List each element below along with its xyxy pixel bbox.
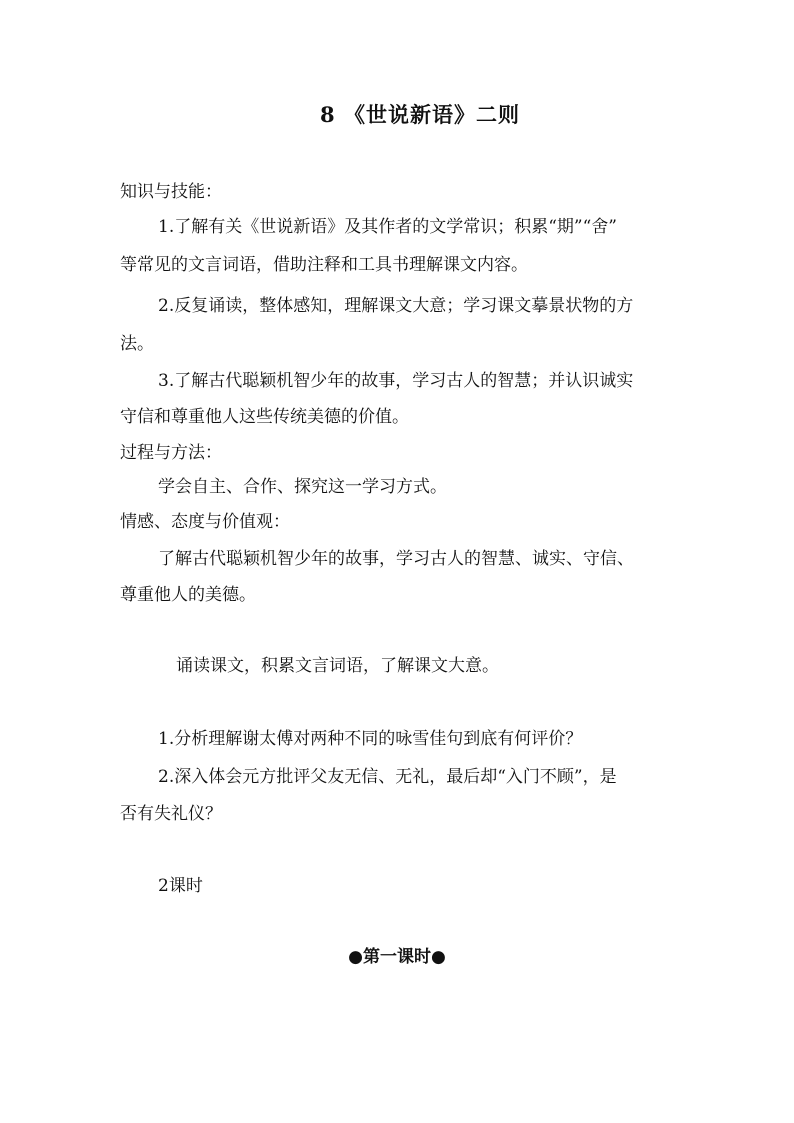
values-item-line-1: 了解古代聪颖机智少年的故事，学习古人的智慧、诚实、守信、 [158,549,634,569]
section-heading-values: 情感、态度与价值观： [120,512,290,532]
objective-1-line-2: 等常见的文言词语，借助注释和工具书理解课文内容。 [120,255,528,275]
objective-2-line-1: 2.反复诵读，整体感知，理解课文大意；学习课文摹景状物的方 [158,296,634,316]
objective-2-line-2: 法。 [120,334,154,354]
objective-3-line-2: 守信和尊重他人这些传统美德的价值。 [120,407,409,427]
section-heading-knowledge: 知识与技能： [120,182,222,202]
class-hours: 2课时 [158,876,203,896]
objective-3-line-1: 3.了解古代聪颖机智少年的故事，学习古人的智慧；并认识诚实 [158,371,634,391]
key-point: 诵读课文，积累文言词语，了解课文大意。 [176,656,499,676]
difficulty-2-line-2: 否有失礼仪？ [120,804,222,824]
section-heading-process: 过程与方法： [120,443,222,463]
difficulty-1: 1.分析理解谢太傅对两种不同的咏雪佳句到底有何评价？ [158,729,583,749]
values-item-line-2: 尊重他人的美德。 [120,585,256,605]
objective-1-line-1: 1.了解有关《世说新语》及其作者的文学常识；积累“期”“舍” [158,217,617,237]
lesson-heading: ●第一课时● [348,947,446,967]
page-title: 8 《世说新语》二则 [320,102,520,127]
difficulty-2-line-1: 2.深入体会元方批评父友无信、无礼，最后却“入门不顾”，是 [158,767,617,787]
process-item: 学会自主、合作、探究这一学习方式。 [158,477,447,497]
